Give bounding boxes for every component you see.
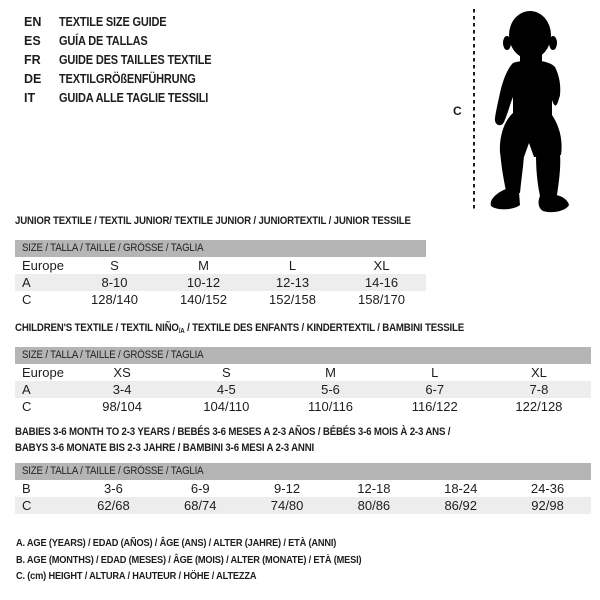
size-cell: 6-9 <box>190 481 210 496</box>
language-code: EN <box>24 15 42 29</box>
footnote-text: B. AGE (MONTHS) / EDAD (MESES) / ÂGE (MOIS) / ALTER (MONATE) / ETÀ (MESI) <box>16 553 362 566</box>
junior-table-title <box>15 215 465 227</box>
row-label: C <box>22 399 32 414</box>
toddler-silhouette-icon <box>480 5 596 223</box>
language-row-fr <box>24 51 232 70</box>
size-cell: 128/140 <box>91 292 138 307</box>
babies-table-title <box>15 424 510 456</box>
table-row-height <box>15 398 591 415</box>
size-cell: 86/92 <box>444 498 477 513</box>
size-cell: 8-10 <box>101 275 128 290</box>
title-part: CHILDREN'S TEXTILE / TEXTIL NIÑO <box>15 322 179 334</box>
language-title-list <box>24 13 232 108</box>
table-row-europe <box>15 364 591 381</box>
table-row-age-months <box>15 480 591 497</box>
size-header-text: SIZE / TALLA / TAILLE / GRÖSSE / TAGLIA <box>22 242 204 254</box>
table-row-height <box>15 291 426 308</box>
table-row-age <box>15 381 591 398</box>
size-cell: 18-24 <box>444 481 478 496</box>
size-cell: 80/86 <box>357 498 391 513</box>
children-table-title <box>15 322 525 335</box>
language-code: DE <box>24 72 42 86</box>
size-header-bar <box>15 240 426 257</box>
size-cell: 10-12 <box>186 275 221 290</box>
language-code: ES <box>24 34 41 48</box>
guide-title: TEXTILE SIZE GUIDE <box>59 15 167 29</box>
row-label: Europe <box>22 258 64 273</box>
size-cell: 158/170 <box>358 292 405 307</box>
title-subscript: /A <box>178 328 185 335</box>
size-cell: 152/158 <box>269 292 316 307</box>
footnote-c <box>16 568 409 585</box>
size-cell: 62/68 <box>97 498 130 513</box>
size-header-bar <box>15 463 591 480</box>
footnote-text: A. AGE (YEARS) / EDAD (AÑOS) / ÂGE (ANS) / ALTER (JAHRE) / ETÀ (ANNI) <box>16 537 337 549</box>
size-cell: 74/80 <box>270 498 304 513</box>
size-cell: 122/128 <box>515 399 563 414</box>
size-cell: XL <box>530 365 547 380</box>
footnote-text: C. (cm) HEIGHT / ALTURA / HAUTEUR / HÖHE / ALTEZZA <box>16 570 257 582</box>
row-label: A <box>22 275 31 290</box>
language-row-de <box>24 70 232 89</box>
children-size-table <box>15 347 591 415</box>
size-cell: 4-5 <box>216 382 236 397</box>
row-label: B <box>22 481 31 496</box>
size-cell: 104/110 <box>203 399 250 414</box>
babies-title-line2: BABYS 3-6 MONATE BIS 2-3 JAHRE / BAMBINI 3-6 MESI A 2-3 ANNI <box>15 442 315 454</box>
table-row-europe <box>15 257 426 274</box>
size-cell: 7-8 <box>529 382 549 397</box>
size-cell: S <box>110 258 119 273</box>
footnote-legend <box>16 535 409 585</box>
guide-title: TEXTILGRÖßENFÜHRUNG <box>59 72 196 86</box>
size-cell: 12-18 <box>357 481 391 496</box>
babies-size-table <box>15 463 591 514</box>
size-cell: XL <box>373 258 390 273</box>
size-cell: 68/74 <box>183 498 217 513</box>
size-cell: M <box>325 365 336 380</box>
size-cell: 14-16 <box>364 275 399 290</box>
size-cell: 110/116 <box>307 399 354 414</box>
babies-title-line1: BABIES 3-6 MONTH TO 2-3 YEARS / BEBÉS 3-6 MESES A 2-3 AÑOS / BÉBÉS 3-6 MOIS À 2-3 ANS / <box>15 426 451 438</box>
size-cell: L <box>431 365 439 380</box>
language-row-en <box>24 13 232 32</box>
size-header-text: SIZE / TALLA / TAILLE / GRÖSSE / TAGLIA <box>22 465 204 477</box>
size-cell: 92/98 <box>531 498 564 513</box>
size-cell: 5-6 <box>321 382 340 397</box>
title-part: / TEXTILE DES ENFANTS / KINDERTEXTIL / BAMBINI TESSILE <box>184 322 465 334</box>
size-cell: 3-6 <box>104 481 123 496</box>
footnote-a <box>16 535 409 552</box>
row-label: C <box>22 292 32 307</box>
table-row-age <box>15 274 426 291</box>
size-cell: 12-13 <box>275 275 310 290</box>
language-code: IT <box>24 91 36 105</box>
size-cell: 140/152 <box>180 292 227 307</box>
size-cell: 24-36 <box>530 481 565 496</box>
size-cell: 98/104 <box>102 399 142 414</box>
size-cell: S <box>221 365 231 380</box>
size-cell: L <box>288 258 297 273</box>
size-cell: 116/122 <box>411 399 458 414</box>
junior-table-title-text: JUNIOR TEXTILE / TEXTIL JUNIOR/ TEXTILE JUNIOR / JUNIORTEXTIL / JUNIOR TESSILE <box>15 215 411 227</box>
guide-title: GUIDE DES TAILLES TEXTILE <box>59 53 212 67</box>
row-label: C <box>22 498 32 513</box>
language-row-it <box>24 89 232 108</box>
table-row-height <box>15 497 591 514</box>
language-code: FR <box>24 53 41 67</box>
size-cell: M <box>198 258 209 273</box>
language-row-es <box>24 32 232 51</box>
footnote-b <box>16 552 409 569</box>
height-measure-dashed-line <box>473 9 475 210</box>
guide-title: GUIDA ALLE TAGLIE TESSILI <box>59 91 209 105</box>
junior-size-table <box>15 240 426 308</box>
size-cell: XS <box>113 365 131 380</box>
row-label: A <box>22 382 31 397</box>
height-label-c: C <box>453 104 462 118</box>
row-label: Europe <box>22 365 64 380</box>
size-cell: 6-7 <box>425 382 445 397</box>
size-header-bar <box>15 347 591 364</box>
size-header-text: SIZE / TALLA / TAILLE / GRÖSSE / TAGLIA <box>22 349 204 361</box>
children-table-title-text <box>15 322 464 335</box>
size-cell: 9-12 <box>274 481 301 496</box>
guide-title: GUÍA DE TALLAS <box>59 34 148 48</box>
size-cell: 3-4 <box>112 382 132 397</box>
